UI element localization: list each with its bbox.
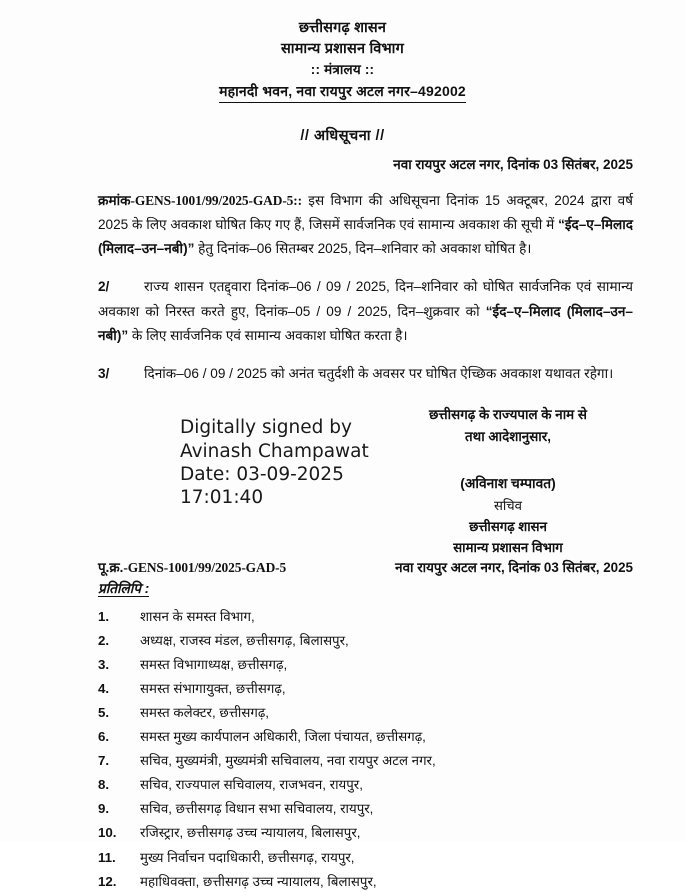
- list-item-number: 12.: [98, 873, 117, 889]
- list-item-number: 8.: [98, 777, 110, 793]
- paragraph-1: [98, 189, 633, 262]
- list-item-label: सचिव, मुख्यमंत्री, मुख्यमंत्री सचिवालय, नवा रायपुर अटल नगर,: [140, 753, 436, 769]
- list-item: [98, 678, 645, 700]
- list-item-label: समस्त संभागायुक्त, छत्तीसगढ़,: [140, 681, 286, 697]
- order-number-label: क्रमांक: [98, 192, 131, 208]
- government-name: छत्तीसगढ़ शासन: [298, 20, 387, 36]
- paragraph-1-text-a: इस विभाग की अधिसूचना दिनांक 15 अक्टूबर, 2024 द्वारा वर्ष 2025 के लिए अवकाश घोषित किए गए हैं, जिसमें सार्वजनिक एवं सामान्य अवकाश की सूची में: [98, 192, 633, 233]
- endorsement-ref-number: -GENS-1001/99/2025-GAD-5: [123, 560, 287, 576]
- list-item-number: 10.: [98, 825, 117, 841]
- recipient-list: [0, 606, 685, 892]
- list-item-label: सचिव, राज्यपाल सचिवालय, राजभवन, रायपुर,: [140, 777, 363, 793]
- endorsement-place-date: नवा रायपुर अटल नगर, दिनांक 03 सितंबर, 2025: [395, 560, 633, 576]
- list-item: [98, 798, 645, 820]
- list-item: [98, 654, 645, 676]
- by-order-line-1: छत्तीसगढ़ के राज्यपाल के नाम से: [429, 407, 587, 423]
- list-item: [98, 871, 645, 892]
- paragraph-3: [98, 362, 633, 386]
- document-body: [0, 189, 685, 386]
- digital-signature-stamp: [180, 416, 369, 509]
- list-item-label: समस्त विभागाध्यक्ष, छत्तीसगढ़,: [140, 657, 288, 673]
- list-item-number: 11.: [98, 849, 116, 865]
- paragraph-3-text: दिनांक–06 / 09 / 2025 को अनंत चतुर्दशी के अवसर पर घोषित ऐच्छिक अवकाश यथावत रहेगा।: [144, 366, 614, 382]
- list-item-number: 4.: [98, 681, 110, 697]
- document-header: [0, 0, 685, 103]
- signatory-department: सामान्य प्रशासन विभाग: [453, 540, 563, 556]
- list-item-label: रजिस्ट्रार, छत्तीसगढ़ उच्च न्यायालय, बिलासपुर,: [140, 825, 361, 841]
- office-address: महानदी भवन, नवा रायपुर अटल नगर–492002: [219, 81, 466, 103]
- digital-signature-line-3: Date: 03-09-2025: [180, 463, 344, 485]
- list-item-label: शासन के समस्त विभाग,: [140, 609, 255, 625]
- list-item-label: महाधिवक्ता, छत्तीसगढ़ उच्च न्यायालय, बिलासपुर,: [140, 873, 377, 889]
- copy-to-heading: [0, 578, 685, 598]
- list-item: [98, 630, 645, 652]
- list-item-number: 2.: [98, 633, 110, 649]
- list-item-number: 5.: [98, 705, 110, 721]
- digital-signature-line-4: 17:01:40: [180, 487, 264, 509]
- signatory-name: (अविनाश चम्पावत): [460, 476, 556, 492]
- list-item-number: 9.: [98, 801, 110, 817]
- digital-signature-line-2: Avinash Champawat: [180, 440, 369, 462]
- list-item-number: 1.: [98, 609, 110, 625]
- ministry-name: :: मंत्रालय ::: [310, 62, 375, 78]
- order-number-ref: -GENS-1001/99/2025-GAD-5: [130, 192, 294, 208]
- page-title: // अधिसूचना //: [300, 127, 385, 144]
- by-order-line-2: तथा आदेशानुसार,: [465, 428, 551, 444]
- digital-signature-line-1: Digitally signed by: [180, 417, 352, 439]
- order-number-colon: ::: [293, 192, 302, 208]
- list-item-number: 3.: [98, 657, 110, 673]
- paragraph-2-text-b: के लिए सार्वजनिक एवं सामान्य अवकाश घोषित करता है।: [128, 327, 408, 343]
- endorsement-reference: [98, 558, 286, 576]
- list-item: [98, 847, 645, 869]
- list-item: [98, 726, 645, 748]
- endorsement-row: [0, 558, 685, 576]
- list-item-label: मुख्य निर्वाचन पदाधिकारी, छत्तीसगढ़, रायपुर,: [140, 849, 355, 865]
- list-item: [98, 606, 645, 628]
- paragraph-2: [98, 275, 633, 348]
- list-item-label: अध्यक्ष, राजस्व मंडल, छत्तीसगढ़, बिलासपुर,: [140, 633, 349, 649]
- issuing-authority-block: [383, 404, 633, 558]
- paragraph-1-text-b: हेतु दिनांक–06 सितम्बर 2025, दिन–शनिवार को अवकाश घोषित है।: [194, 241, 532, 257]
- signature-zone: [0, 404, 685, 554]
- paragraph-2-festival-name: “ईद–ए–मिलाद (मिलाद–उन–नबी)”: [98, 303, 633, 343]
- list-item-label: समस्त कलेक्टर, छत्तीसगढ़,: [140, 705, 269, 721]
- list-item-number: 6.: [98, 729, 110, 745]
- paragraph-2-text-a: राज्य शासन एतद्द्वारा दिनांक–06 / 09 / 2025, दिन–शनिवार को घोषित सार्वजनिक एवं सामान्य अवकाश को निरस्त करते हुए, दिनांक–05 / 09 / 2025, दिन–शुक्रवार को: [98, 279, 633, 319]
- signatory-government: छत्तीसगढ़ शासन: [469, 519, 547, 535]
- paragraph-1-festival-name: “ईद–ए–मिलाद (मिलाद–उन–नबी)”: [98, 217, 633, 257]
- signatory-designation: सचिव: [493, 498, 523, 514]
- list-item: [98, 702, 645, 724]
- list-item-label: सचिव, छत्तीसगढ़ विधान सभा सचिवालय, रायपुर,: [140, 801, 374, 817]
- department-name: सामान्य प्रशासन विभाग: [281, 41, 404, 58]
- list-item-number: 7.: [98, 753, 110, 769]
- copy-to-label: प्रतिलिपि :: [98, 581, 150, 597]
- notification-place-date: नवा रायपुर अटल नगर, दिनांक 03 सितंबर, 2025: [393, 156, 633, 172]
- list-item: [98, 750, 645, 772]
- list-item-label: समस्त मुख्य कार्यपालन अधिकारी, जिला पंचायत, छत्तीसगढ़,: [140, 729, 426, 745]
- paragraph-3-number: 3/: [98, 366, 110, 382]
- endorsement-label: पू.क्र.: [98, 560, 124, 576]
- list-item: [98, 774, 645, 796]
- paragraph-2-number: 2/: [98, 279, 110, 295]
